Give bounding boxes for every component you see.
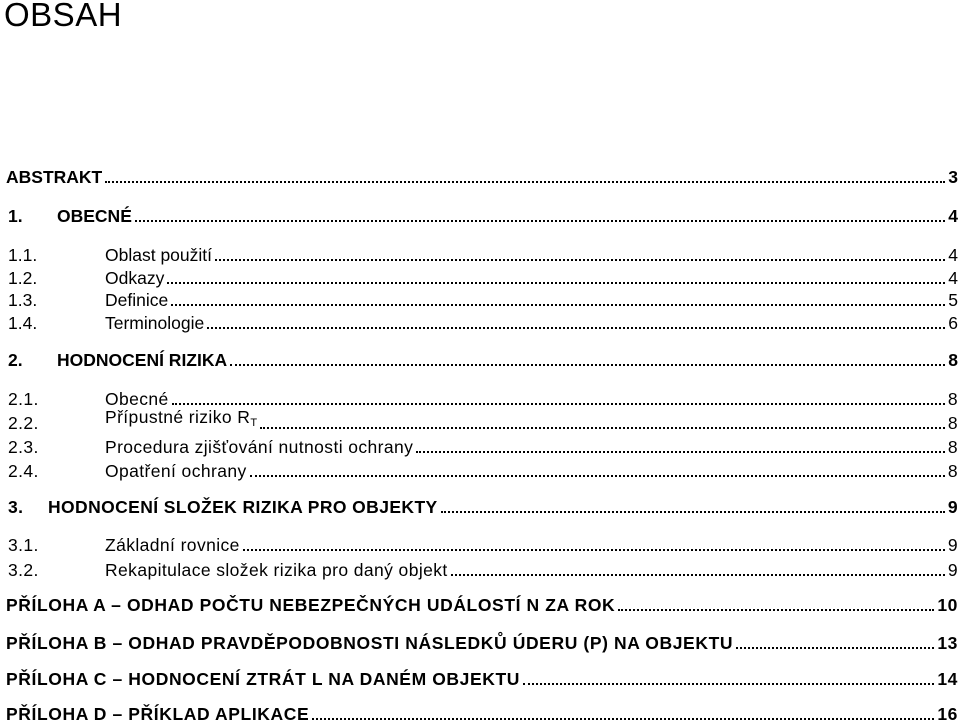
toc-number: 3.2. <box>8 560 39 580</box>
toc-number: 3.1. <box>8 535 39 555</box>
toc-leader-dots <box>207 327 945 329</box>
toc-entry-3-1[interactable] <box>0 531 960 555</box>
toc-page-number: 13 <box>937 633 958 653</box>
toc-label: Přípustné riziko $R_T$ <box>105 407 258 429</box>
toc-leader-dots <box>736 647 934 649</box>
toc-page-number: 4 <box>948 268 958 288</box>
toc-number: 2.4. <box>8 461 39 481</box>
toc-label: HODNOCENÍ SLOŽEK RIZIKA PRO OBJEKTY <box>48 497 438 517</box>
toc-leader-dots <box>167 282 945 284</box>
toc-page-number: 8 <box>948 350 958 370</box>
toc-leader-dots <box>105 181 945 183</box>
toc-entry-2-2[interactable] <box>0 409 960 433</box>
toc-leader-dots <box>312 718 934 720</box>
toc-entry-2-3[interactable] <box>0 433 960 457</box>
toc-entry-2-1[interactable] <box>0 385 960 409</box>
toc-leader-dots <box>260 427 944 429</box>
toc-page-number: 3 <box>948 167 958 187</box>
toc-leader-dots <box>230 364 945 366</box>
toc-leader-dots <box>618 609 934 611</box>
toc-entry-1-2[interactable] <box>0 264 960 288</box>
toc-number: 2.1. <box>8 389 39 409</box>
toc-label: Oblast použití <box>105 245 212 265</box>
toc-entry-2-4[interactable] <box>0 457 960 481</box>
toc-leader-dots <box>441 511 945 513</box>
toc-entry-priloha-c[interactable] <box>0 665 960 689</box>
toc-page-number: 14 <box>937 669 958 689</box>
toc-leader-dots <box>171 304 945 306</box>
toc-page-number: 9 <box>947 560 958 580</box>
toc-page-number: 9 <box>947 535 958 555</box>
toc-label: PŘÍLOHA A – ODHAD POČTU NEBEZPEČNÝCH UDÁLOSTÍ N ZA ROK <box>6 595 616 615</box>
toc-entry-1-1[interactable] <box>0 241 960 265</box>
toc-entry-abstrakt[interactable] <box>0 163 960 187</box>
toc-entry-priloha-d[interactable] <box>0 700 960 724</box>
toc-page-number: 10 <box>937 595 958 615</box>
toc-leader-dots <box>135 220 945 222</box>
toc-label: PŘÍLOHA D – PŘÍKLAD APLIKACE <box>6 704 310 724</box>
toc-label: Definice <box>105 290 169 310</box>
toc-label: Rekapitulace složek rizika pro daný objekt <box>105 560 448 580</box>
toc-page-number: 6 <box>948 313 958 333</box>
toc-label: HODNOCENÍ RIZIKA <box>57 350 228 370</box>
toc-number: 1.1. <box>8 245 38 265</box>
toc-page-number: 5 <box>948 290 958 310</box>
toc-number: 1. <box>8 206 23 226</box>
toc-entry-3[interactable] <box>0 493 960 517</box>
toc-number: 2. <box>8 350 23 370</box>
toc-label: PŘÍLOHA B – ODHAD PRAVDĚPODOBNOSTI NÁSLEDKŮ ÚDERU (P) NA OBJEKTU <box>6 633 734 653</box>
toc-entry-priloha-b[interactable] <box>0 629 960 653</box>
toc-number: 2.2. <box>8 413 39 433</box>
toc-number: 1.4. <box>8 313 38 333</box>
toc-leader-dots <box>451 574 945 576</box>
toc-label: Procedura zjišťování nutnosti ochrany <box>105 437 414 457</box>
toc-leader-dots <box>172 403 945 405</box>
toc-label: PŘÍLOHA C – HODNOCENÍ ZTRÁT L NA DANÉM OBJEKTU <box>6 669 521 689</box>
toc-label: Obecné <box>105 389 169 409</box>
toc-label: Odkazy <box>105 268 165 288</box>
toc-number: 2.3. <box>8 437 39 457</box>
toc-page-number: 4 <box>948 206 958 226</box>
toc-number: 1.3. <box>8 290 38 310</box>
toc-label: Opatření ochrany <box>105 461 247 481</box>
toc-label: OBECNÉ <box>57 206 132 226</box>
toc-entry-1-3[interactable] <box>0 286 960 310</box>
toc-leader-dots <box>250 475 945 477</box>
toc-page-number: 9 <box>947 497 958 517</box>
toc-label: Základní rovnice <box>105 535 240 555</box>
toc-page-number: 8 <box>947 389 958 409</box>
toc-page-number: 8 <box>947 461 958 481</box>
toc-page-number: 4 <box>948 245 958 265</box>
toc-page-number: 8 <box>947 413 958 433</box>
toc-entry-1-4[interactable] <box>0 309 960 333</box>
toc-page-number: 16 <box>937 704 958 724</box>
toc-entry-3-2[interactable] <box>0 556 960 580</box>
toc-leader-dots <box>243 549 945 551</box>
toc-label: ABSTRAKT <box>6 167 103 187</box>
toc-entry-1[interactable] <box>0 202 960 226</box>
toc-page-number: 8 <box>947 437 958 457</box>
toc-number: 3. <box>8 497 24 517</box>
page-title: OBSAH <box>4 0 123 33</box>
toc-number: 1.2. <box>8 268 38 288</box>
toc-leader-dots <box>215 259 945 261</box>
toc-entry-2[interactable] <box>0 346 960 370</box>
toc-label: Terminologie <box>105 313 205 333</box>
toc-entry-priloha-a[interactable] <box>0 591 960 615</box>
toc-leader-dots <box>523 683 934 685</box>
toc-leader-dots <box>416 451 945 453</box>
